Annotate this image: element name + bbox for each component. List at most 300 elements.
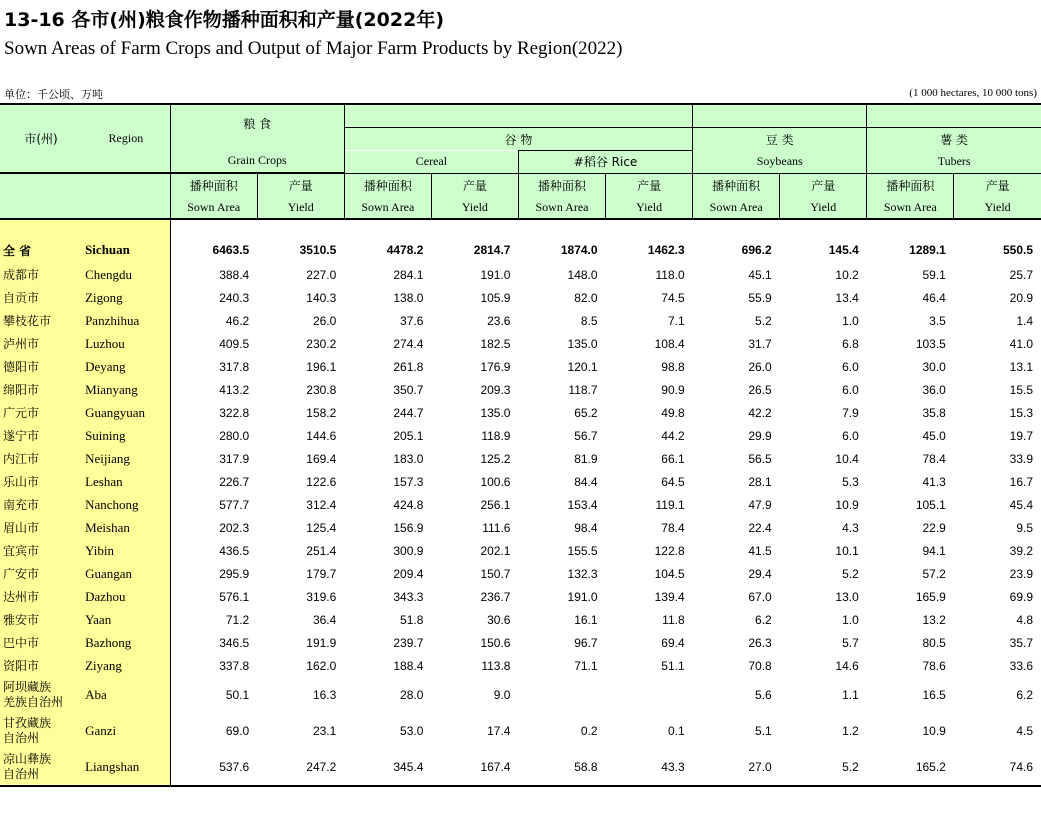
table-cell: 409.5: [219, 336, 250, 351]
table-cell: 6.8: [842, 336, 859, 351]
table-cell: 125.4: [306, 520, 337, 535]
table-cell: 69.0: [225, 724, 250, 738]
table-cell: 295.9: [219, 566, 250, 581]
region-name-cn: 自贡市: [0, 286, 82, 309]
table-cell: 23.1: [312, 724, 337, 738]
table-cell: 125.2: [480, 451, 511, 466]
rice-header-label: #稻谷 Rice: [573, 155, 638, 170]
table-cell: 6.0: [842, 382, 859, 397]
table-cell: 42.2: [748, 405, 772, 420]
table-cell: 10.1: [835, 543, 859, 558]
table-cell: 230.2: [306, 336, 337, 351]
table-cell: 155.5: [567, 543, 598, 558]
rice-sown-header: 播种面积 Sown Area: [518, 173, 605, 219]
table-row: [0, 562, 1041, 585]
table-cell: 145.4: [828, 243, 859, 257]
table-cell: 45.1: [748, 267, 772, 282]
table-cell: 413.2: [219, 382, 250, 397]
table-cell: 179.7: [306, 566, 337, 581]
table-cell: 78.6: [922, 658, 946, 673]
table-cell: 22.9: [922, 520, 946, 535]
table-cell: 7.9: [842, 405, 859, 420]
table-cell: 39.2: [1009, 543, 1033, 558]
table-cell: 191.0: [567, 589, 598, 604]
table-cell: 118.0: [655, 267, 685, 282]
table-cell: 144.6: [306, 428, 337, 443]
region-name-cn: [0, 749, 82, 786]
table-cell: 1.0: [842, 313, 859, 328]
table-cell: 350.7: [393, 382, 424, 397]
table-cell: 105.1: [915, 497, 946, 512]
table-cell: 300.9: [393, 543, 424, 558]
table-cell: 31.7: [748, 336, 772, 351]
table-cell: 322.8: [219, 405, 250, 420]
page-title-en: Sown Areas of Farm Crops and Output of Major Farm Products by Region(2022): [4, 38, 623, 59]
table-cell: 53.0: [400, 724, 424, 738]
header-row-1: [0, 104, 1041, 128]
table-cell: 139.4: [654, 589, 685, 604]
table-row: [0, 447, 1041, 470]
table-cell: 108.4: [654, 336, 685, 351]
table-cell: 20.9: [1009, 290, 1033, 305]
table-cell: 4478.2: [386, 243, 424, 257]
table-cell: 28.1: [748, 474, 772, 489]
table-cell: 5.2: [755, 313, 772, 328]
table-cell: 37.6: [400, 313, 424, 328]
region-name-cn-line: 自治州: [3, 767, 40, 781]
region-name-cn: 成都市: [0, 263, 82, 286]
table-cell: 9.0: [493, 688, 511, 702]
region-name-en: Dazhou: [82, 585, 170, 608]
table-cell: 94.1: [922, 543, 946, 558]
table-cell: 103.5: [915, 336, 946, 351]
region-name-en: Leshan: [82, 470, 170, 493]
table-cell: 74.6: [954, 749, 1041, 786]
table-cell: 16.3: [312, 688, 337, 702]
soy-sown-header: 播种面积 Sown Area: [693, 173, 780, 219]
table-cell: 346.5: [219, 635, 250, 650]
table-cell: 23.6: [487, 313, 511, 328]
table-cell: 56.5: [748, 451, 772, 466]
soy-header-cn: 豆 类: [693, 128, 867, 151]
table-cell: 148.0: [567, 267, 598, 282]
region-name-en: Deyang: [82, 355, 170, 378]
region-name-en: Ziyang: [82, 654, 170, 677]
table-cell: 113.8: [481, 658, 511, 673]
table-cell: 58.8: [518, 749, 605, 786]
table-cell: 550.5: [1002, 243, 1033, 257]
table-cell: 1289.1: [909, 243, 946, 257]
table-cell: 205.1: [393, 428, 424, 443]
grain-header: [170, 104, 344, 173]
table-cell: 319.6: [306, 589, 337, 604]
table-cell: 13.1: [1009, 359, 1033, 374]
table-cell: 230.8: [306, 382, 337, 397]
table-cell: 13.0: [835, 589, 859, 604]
table-cell: 16.5: [922, 688, 946, 702]
table-row: [0, 608, 1041, 631]
table-cell: 280.0: [219, 428, 250, 443]
table-cell: 2814.7: [473, 243, 511, 257]
table-cell: 6.0: [842, 359, 859, 374]
cereal-header-cn: 谷 物: [344, 128, 692, 151]
table-cell: 240.3: [219, 290, 250, 305]
table-cell: 153.4: [567, 497, 598, 512]
table-cell: 337.8: [219, 658, 250, 673]
table-cell: 345.4: [344, 749, 431, 786]
region-name-cn-line: 自治州: [3, 731, 40, 745]
table-cell: 122.6: [306, 474, 337, 489]
cereal-header-en: Cereal: [344, 151, 518, 174]
table-cell: 5.3: [842, 474, 859, 489]
table-cell: 15.5: [1009, 382, 1033, 397]
table-cell: 5.6: [755, 688, 772, 702]
table-cell: 33.6: [1009, 658, 1033, 673]
region-name-cn: 绵阳市: [0, 378, 82, 401]
region-name-en: Suining: [82, 424, 170, 447]
table-cell: 577.7: [219, 497, 250, 512]
table-cell: 182.5: [480, 336, 511, 351]
table-cell: 436.5: [219, 543, 250, 558]
region-name-cn: 达州市: [0, 585, 82, 608]
spacer-row: [0, 219, 1041, 237]
table-cell: 98.4: [574, 520, 598, 535]
table-cell: 90.9: [661, 382, 685, 397]
region-name-cn: 内江市: [0, 447, 82, 470]
table-cell: 35.8: [922, 405, 946, 420]
region-name-en: Panzhihua: [82, 309, 170, 332]
table-cell: 56.7: [574, 428, 598, 443]
table-cell: 343.3: [393, 589, 424, 604]
region-name-cn: 乐山市: [0, 470, 82, 493]
table-cell: 41.3: [922, 474, 946, 489]
table-cell: 13.2: [922, 612, 946, 627]
table-cell: 14.6: [835, 658, 859, 673]
table-cell: 49.8: [661, 405, 685, 420]
table-cell: 45.4: [1009, 497, 1033, 512]
table-cell: 424.8: [393, 497, 424, 512]
region-name-cn: 资阳市: [0, 654, 82, 677]
region-name-en: Guangyuan: [82, 401, 170, 424]
table-cell: 35.7: [1009, 635, 1033, 650]
cereal-sown-header: 播种面积 Sown Area: [344, 173, 431, 219]
table-cell: 47.9: [748, 497, 772, 512]
table-cell: 7.1: [667, 313, 685, 328]
soy-header-en: Soybeans: [693, 151, 867, 174]
table-cell: [606, 677, 693, 713]
table-cell: 150.6: [480, 635, 511, 650]
region-name-cn: 广元市: [0, 401, 82, 424]
table-cell: 165.9: [915, 589, 946, 604]
rice-header: [518, 151, 692, 174]
soy-yield-header: 产量 Yield: [780, 173, 867, 219]
table-cell: 19.7: [1009, 428, 1033, 443]
grain-header-en: Grain Crops: [227, 153, 287, 167]
table-cell: 284.1: [393, 267, 424, 282]
region-name-en: Luzhou: [82, 332, 170, 355]
region-name-en: Neijiang: [82, 447, 170, 470]
table-cell: 156.9: [393, 520, 424, 535]
table-cell: 157.3: [393, 474, 424, 489]
data-table-body: [0, 219, 1041, 786]
table-cell: 122.8: [654, 543, 685, 558]
table-cell: 1874.0: [560, 243, 598, 257]
region-name-en: Bazhong: [82, 631, 170, 654]
table-cell: 158.2: [306, 405, 337, 420]
table-cell: 43.3: [606, 749, 693, 786]
table-cell: 66.1: [661, 451, 685, 466]
region-name-cn-line: 甘孜藏族: [3, 716, 52, 730]
table-cell: 71.2: [225, 612, 250, 627]
table-cell: 80.5: [922, 635, 946, 650]
table-row: [0, 654, 1041, 677]
table-row: [0, 677, 1041, 713]
table-cell: 78.4: [661, 520, 685, 535]
table-cell: 1.4: [1016, 313, 1033, 328]
table-cell: 59.1: [922, 267, 946, 282]
table-cell: 46.4: [922, 290, 946, 305]
region-name-en: Nanchong: [82, 493, 170, 516]
city-header: 市(州): [0, 104, 82, 173]
table-cell: 169.4: [306, 451, 337, 466]
table-cell: 183.0: [393, 451, 424, 466]
table-cell: 5.1: [755, 724, 772, 738]
table-cell: 64.5: [661, 474, 685, 489]
table-cell: 135.0: [567, 336, 598, 351]
table-row: [0, 309, 1041, 332]
region-name-en: Zigong: [82, 286, 170, 309]
table-cell: 239.7: [393, 635, 424, 650]
table-cell: 27.0: [693, 749, 780, 786]
table-cell: 29.4: [748, 566, 772, 581]
tuber-yield-header: 产量 Yield: [954, 173, 1041, 219]
table-cell: 26.3: [748, 635, 772, 650]
region-name-cn: 全 省: [0, 237, 82, 263]
region-name-en: Aba: [82, 677, 170, 713]
table-cell: 67.0: [748, 589, 772, 604]
table-cell: 1.2: [842, 724, 859, 738]
region-name-cn: 巴中市: [0, 631, 82, 654]
rice-yield-header: 产量 Yield: [606, 173, 693, 219]
table-cell: 10.9: [922, 724, 946, 738]
table-cell: 202.3: [219, 520, 250, 535]
table-cell: 191.0: [480, 267, 511, 282]
table-cell: 209.4: [393, 566, 424, 581]
table-cell: 3510.5: [299, 243, 337, 257]
table-cell: 111.6: [482, 520, 511, 535]
table-cell: 57.2: [922, 566, 946, 581]
table-cell: 8.5: [580, 313, 598, 328]
table-cell: 1462.3: [647, 243, 685, 257]
grain-sown-header: 播种面积 Sown Area: [170, 173, 257, 219]
table-row: [0, 539, 1041, 562]
table-cell: 41.5: [748, 543, 772, 558]
table-cell: 0.2: [580, 724, 598, 738]
table-row: [0, 631, 1041, 654]
table-cell: 317.9: [219, 451, 250, 466]
table-cell: 69.4: [661, 635, 685, 650]
table-cell: 81.9: [574, 451, 598, 466]
region-name-cn: 攀枝花市: [0, 309, 82, 332]
table-cell: 251.4: [306, 543, 337, 558]
table-cell: 9.5: [1016, 520, 1033, 535]
table-cell: 98.8: [661, 359, 685, 374]
table-row: [0, 516, 1041, 539]
table-row: [0, 585, 1041, 608]
table-cell: 176.9: [480, 359, 511, 374]
region-name-cn: 遂宁市: [0, 424, 82, 447]
table-cell: 71.1: [574, 658, 598, 673]
region-name-en: Meishan: [82, 516, 170, 539]
table-cell: 26.5: [748, 382, 772, 397]
table-cell: 78.4: [922, 451, 946, 466]
table-cell: 196.1: [306, 359, 337, 374]
region-name-en: Guangan: [82, 562, 170, 585]
table-cell: 105.9: [480, 290, 511, 305]
region-name-en: Yibin: [82, 539, 170, 562]
region-name-en: Liangshan: [82, 749, 170, 786]
table-cell: 247.2: [257, 749, 344, 786]
table-cell: 104.5: [654, 566, 685, 581]
table-cell: 317.8: [219, 359, 250, 374]
region-name-cn: 雅安市: [0, 608, 82, 631]
table-row: [0, 749, 1041, 786]
table-cell: 36.0: [922, 382, 946, 397]
table-cell: 191.9: [306, 635, 337, 650]
table-cell: 5.2: [780, 749, 867, 786]
table-cell: 696.2: [741, 243, 772, 257]
table-row: [0, 424, 1041, 447]
table-cell: 3.5: [929, 313, 946, 328]
table-cell: 6.2: [1016, 688, 1033, 702]
table-cell: 202.1: [480, 543, 511, 558]
table-cell: 167.4: [431, 749, 518, 786]
tuber-header-cn: 薯 类: [867, 128, 1041, 151]
table-cell: 26.0: [748, 359, 772, 374]
table-cell: [518, 677, 605, 713]
data-table-container: [0, 103, 1041, 787]
table-cell: 226.7: [219, 474, 250, 489]
table-cell: 140.3: [306, 290, 337, 305]
table-cell: 118.7: [568, 382, 598, 397]
region-name-cn-line: 羌族自治州: [3, 695, 64, 709]
table-cell: 150.7: [480, 566, 511, 581]
table-cell: 41.0: [1009, 336, 1033, 351]
table-cell: 45.0: [922, 428, 946, 443]
cereal-yield-header: 产量 Yield: [431, 173, 518, 219]
table-cell: 25.7: [1009, 267, 1033, 282]
table-cell: 261.8: [393, 359, 424, 374]
region-name-en: Mianyang: [82, 378, 170, 401]
table-cell: 227.0: [306, 267, 337, 282]
tuber-header-en: Tubers: [867, 151, 1041, 174]
table-cell: 16.7: [1009, 474, 1033, 489]
table-cell: 36.4: [312, 612, 337, 627]
table-cell: 138.0: [393, 290, 424, 305]
region-name-cn: [0, 677, 82, 713]
table-cell: 119.1: [655, 497, 685, 512]
table-cell: 5.7: [842, 635, 859, 650]
table-cell: 274.4: [393, 336, 424, 351]
table-cell: 388.4: [219, 267, 250, 282]
table-cell: 10.9: [835, 497, 859, 512]
table-cell: 82.0: [574, 290, 598, 305]
table-cell: 51.8: [400, 612, 424, 627]
region-name-cn: 德阳市: [0, 355, 82, 378]
unit-label-en: (1 000 hectares, 10 000 tons): [909, 87, 1037, 99]
tuber-sown-header: 播种面积 Sown Area: [867, 173, 954, 219]
table-cell: 118.9: [481, 428, 511, 443]
table-cell: 6463.5: [212, 243, 250, 257]
table-cell: 209.3: [480, 382, 511, 397]
table-cell: 10.4: [835, 451, 859, 466]
table-cell: 256.1: [480, 497, 511, 512]
region-name-cn: 南充市: [0, 493, 82, 516]
table-row: [0, 493, 1041, 516]
table-cell: 1.1: [842, 688, 859, 702]
table-row: [0, 263, 1041, 286]
region-name-en: Chengdu: [82, 263, 170, 286]
table-cell: 70.8: [748, 658, 772, 673]
region-name-cn: [0, 713, 82, 749]
table-cell: 65.2: [574, 405, 598, 420]
table-cell: 16.1: [574, 612, 598, 627]
table-cell: 6.2: [755, 612, 772, 627]
region-name-cn-line: 凉山彝族: [3, 752, 52, 766]
table-cell: 120.1: [567, 359, 598, 374]
table-cell: 23.9: [1009, 566, 1033, 581]
table-row: [0, 355, 1041, 378]
table-cell: 50.1: [225, 688, 250, 702]
table-cell: 100.6: [480, 474, 511, 489]
table-row: [0, 470, 1041, 493]
table-cell: 4.5: [1016, 724, 1033, 738]
table-cell: 537.6: [170, 749, 257, 786]
table-cell: 74.5: [661, 290, 685, 305]
region-name-en: Sichuan: [82, 237, 170, 263]
table-cell: 55.9: [748, 290, 772, 305]
table-cell: 11.8: [662, 612, 685, 627]
table-cell: 4.8: [1016, 612, 1033, 627]
region-name-cn: 眉山市: [0, 516, 82, 539]
table-cell: 162.0: [306, 658, 337, 673]
table-row-total: [0, 237, 1041, 263]
table-cell: 4.3: [842, 520, 859, 535]
table-cell: 6.0: [842, 428, 859, 443]
table-cell: 84.4: [574, 474, 598, 489]
table-cell: 135.0: [480, 405, 511, 420]
table-row: [0, 713, 1041, 749]
table-cell: 13.4: [835, 290, 859, 305]
table-cell: 132.3: [567, 566, 598, 581]
table-cell: 46.2: [225, 313, 250, 328]
table-row: [0, 286, 1041, 309]
table-cell: 44.2: [661, 428, 685, 443]
table-cell: 30.6: [487, 612, 511, 627]
grain-yield-header: 产量 Yield: [257, 173, 344, 219]
table-cell: 576.1: [219, 589, 250, 604]
table-cell: 28.0: [400, 688, 424, 702]
table-row: [0, 378, 1041, 401]
table-row: [0, 401, 1041, 424]
unit-label-cn: 单位：千公顷、万吨: [4, 88, 103, 101]
table-cell: 96.7: [574, 635, 598, 650]
region-name-en: Ganzi: [82, 713, 170, 749]
region-name-cn: 宜宾市: [0, 539, 82, 562]
table-cell: 10.2: [835, 267, 859, 282]
table-cell: 244.7: [393, 405, 424, 420]
table-cell: 0.1: [667, 724, 685, 738]
